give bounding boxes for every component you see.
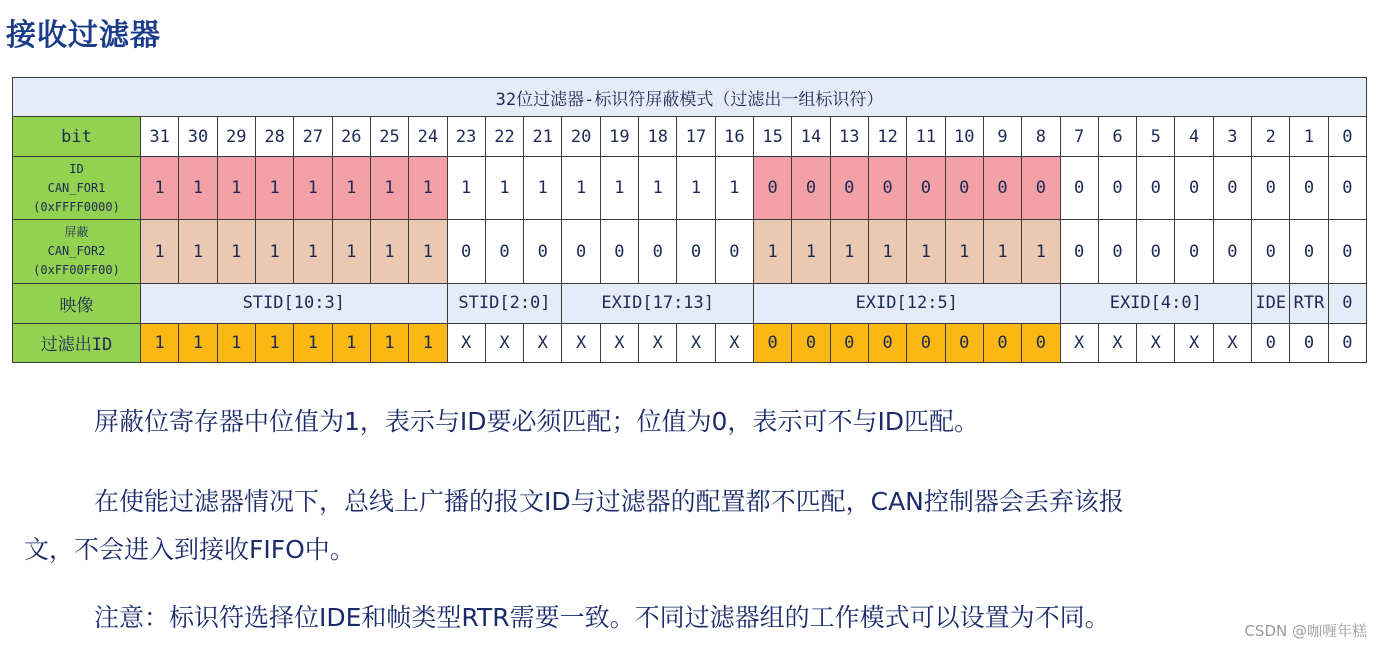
- filtered-bit-cell: X: [1137, 323, 1175, 362]
- filtered-bit-cell: 0: [983, 323, 1021, 362]
- filtered-bit-cell: X: [600, 323, 638, 362]
- filtered-bit-cell: 1: [332, 323, 370, 362]
- filtered-bit-cell: 0: [1328, 323, 1366, 362]
- id-bit-cell: 0: [1022, 156, 1060, 220]
- bit-row-label: bit: [13, 117, 141, 156]
- filtered-bit-cell: 1: [179, 323, 217, 362]
- id-bit-cell: 1: [562, 156, 600, 220]
- filtered-bit-cell: 1: [217, 323, 255, 362]
- id-bit-cell: 1: [294, 156, 332, 220]
- filtered-bit-cell: 1: [255, 323, 293, 362]
- page-title: 接收过滤器: [6, 18, 161, 53]
- mask-bit-cell: 0: [1137, 220, 1175, 284]
- filtered-bit-cell: X: [562, 323, 600, 362]
- mask-bit-cell: 1: [332, 220, 370, 284]
- map-segment: STID[2:0]: [447, 284, 562, 323]
- filtered-bit-cell: 1: [409, 323, 447, 362]
- bit-number-cell: 17: [677, 117, 715, 156]
- bit-number-cell: 7: [1060, 117, 1098, 156]
- id-bit-cell: 1: [409, 156, 447, 220]
- filtered-bit-cell: X: [715, 323, 753, 362]
- mask-label-line3: (0xFF00FF00): [33, 263, 120, 278]
- id-label-line1: ID: [69, 161, 84, 176]
- bit-number-cell: 5: [1137, 117, 1175, 156]
- mapping-row: [13, 284, 1367, 323]
- id-label-line2: CAN_FOR1: [47, 180, 106, 195]
- id-bit-cell: 0: [1328, 156, 1366, 220]
- mask-bit-cell: 0: [1213, 220, 1251, 284]
- map-segment: EXID[12:5]: [754, 284, 1061, 323]
- id-bit-cell: 1: [639, 156, 677, 220]
- bit-number-row: [13, 117, 1367, 156]
- id-bit-cell: 1: [255, 156, 293, 220]
- bit-number-cell: 20: [562, 117, 600, 156]
- id-bit-cell: 1: [485, 156, 523, 220]
- id-bit-cell: 1: [179, 156, 217, 220]
- bit-number-cell: 27: [294, 117, 332, 156]
- id-bit-cell: 1: [600, 156, 638, 220]
- bit-number-cell: 15: [754, 117, 792, 156]
- bit-number-cell: 30: [179, 117, 217, 156]
- mask-bit-cell: 1: [907, 220, 945, 284]
- paragraph-discard-line1: 在使能过滤器情况下，总线上广播的报文ID与过滤器的配置都不匹配，CAN控制器会丢弃该报: [94, 487, 1124, 516]
- mask-bit-cell: 0: [1252, 220, 1290, 284]
- mask-bit-cell: 1: [754, 220, 792, 284]
- mask-bit-cell: 1: [141, 220, 179, 284]
- mask-bit-cell: 1: [1022, 220, 1060, 284]
- bit-number-cell: 18: [639, 117, 677, 156]
- bit-number-cell: 9: [983, 117, 1021, 156]
- mask-bit-cell: 0: [639, 220, 677, 284]
- map-segment: EXID[17:13]: [562, 284, 754, 323]
- id-bit-cell: 0: [983, 156, 1021, 220]
- bit-number-cell: 28: [255, 117, 293, 156]
- mask-row-label: [13, 220, 141, 284]
- mask-bit-cell: 0: [447, 220, 485, 284]
- bit-number-cell: 1: [1290, 117, 1328, 156]
- mask-bit-cell: 1: [370, 220, 408, 284]
- id-bit-cell: 1: [332, 156, 370, 220]
- mask-bit-cell: 1: [830, 220, 868, 284]
- bit-number-cell: 23: [447, 117, 485, 156]
- id-bit-cell: 0: [754, 156, 792, 220]
- filter-bit-table: [12, 77, 1367, 363]
- mask-bit-cell: 0: [677, 220, 715, 284]
- filtered-bit-cell: X: [677, 323, 715, 362]
- bit-number-cell: 3: [1213, 117, 1251, 156]
- bit-number-cell: 24: [409, 117, 447, 156]
- map-segment: RTR: [1290, 284, 1328, 323]
- id-bit-cell: 0: [1137, 156, 1175, 220]
- filtered-bit-cell: X: [639, 323, 677, 362]
- filtered-bit-cell: 0: [754, 323, 792, 362]
- bit-number-cell: 13: [830, 117, 868, 156]
- paragraph-discard-line2: 文，不会进入到接收FIFO中。: [24, 535, 355, 564]
- filtered-bit-cell: 0: [907, 323, 945, 362]
- bit-number-cell: 14: [792, 117, 830, 156]
- paragraph-note: 注意：标识符选择位IDE和帧类型RTR需要一致。不同过滤器组的工作模式可以设置为不同。: [94, 603, 1110, 632]
- filtered-bit-cell: X: [1213, 323, 1251, 362]
- mask-bit-cell: 0: [715, 220, 753, 284]
- filtered-bit-cell: X: [1060, 323, 1098, 362]
- filtered-bit-cell: X: [447, 323, 485, 362]
- id-bit-cell: 0: [1252, 156, 1290, 220]
- id-bit-cell: 0: [1290, 156, 1328, 220]
- map-segment: EXID[4:0]: [1060, 284, 1252, 323]
- bit-number-cell: 21: [524, 117, 562, 156]
- mask-register-row: [13, 220, 1367, 284]
- bit-number-cell: 19: [600, 117, 638, 156]
- bit-number-cell: 10: [945, 117, 983, 156]
- filtered-bit-cell: 0: [1252, 323, 1290, 362]
- mask-bit-cell: 1: [983, 220, 1021, 284]
- mapping-row-label: 映像: [13, 284, 141, 323]
- bit-number-cell: 4: [1175, 117, 1213, 156]
- mask-bit-cell: 0: [1060, 220, 1098, 284]
- bit-number-cell: 26: [332, 117, 370, 156]
- id-register-row: [13, 156, 1367, 220]
- mask-label-line2: CAN_FOR2: [47, 244, 106, 259]
- mask-bit-cell: 1: [217, 220, 255, 284]
- id-bit-cell: 1: [217, 156, 255, 220]
- filtered-bit-cell: 0: [945, 323, 983, 362]
- bit-number-cell: 16: [715, 117, 753, 156]
- id-bit-cell: 1: [370, 156, 408, 220]
- map-segment: 0: [1328, 284, 1366, 323]
- paragraph-mask-rule: 屏蔽位寄存器中位值为1，表示与ID要必须匹配；位值为0，表示可不与ID匹配。: [94, 407, 980, 436]
- filtered-bit-cell: X: [1175, 323, 1213, 362]
- mask-bit-cell: 1: [792, 220, 830, 284]
- bit-number-cell: 12: [868, 117, 906, 156]
- filtered-bit-cell: 0: [868, 323, 906, 362]
- mask-label-line1: 屏蔽: [64, 225, 89, 240]
- mask-bit-cell: 0: [1098, 220, 1136, 284]
- mask-bit-cell: 0: [1328, 220, 1366, 284]
- bit-number-cell: 29: [217, 117, 255, 156]
- bit-number-cell: 0: [1328, 117, 1366, 156]
- id-bit-cell: 0: [1213, 156, 1251, 220]
- id-row-label: [13, 156, 141, 220]
- id-bit-cell: 1: [715, 156, 753, 220]
- table-caption: 32位过滤器-标识符屏蔽模式（过滤出一组标识符）: [13, 78, 1367, 117]
- mask-bit-cell: 1: [409, 220, 447, 284]
- filtered-bit-cell: X: [1098, 323, 1136, 362]
- mask-bit-cell: 1: [294, 220, 332, 284]
- bit-number-cell: 6: [1098, 117, 1136, 156]
- filtered-bit-cell: 0: [792, 323, 830, 362]
- id-bit-cell: 1: [524, 156, 562, 220]
- watermark: CSDN @咖喱年糕: [1244, 622, 1367, 640]
- id-bit-cell: 0: [830, 156, 868, 220]
- mask-bit-cell: 0: [485, 220, 523, 284]
- bit-number-cell: 31: [141, 117, 179, 156]
- filtered-bit-cell: X: [485, 323, 523, 362]
- id-bit-cell: 0: [1098, 156, 1136, 220]
- filtered-bit-cell: 0: [830, 323, 868, 362]
- mask-bit-cell: 0: [524, 220, 562, 284]
- map-segment: IDE: [1252, 284, 1290, 323]
- filtered-bit-cell: 0: [1290, 323, 1328, 362]
- mask-bit-cell: 0: [562, 220, 600, 284]
- bit-number-cell: 2: [1252, 117, 1290, 156]
- id-bit-cell: 1: [141, 156, 179, 220]
- id-bit-cell: 0: [1175, 156, 1213, 220]
- id-bit-cell: 1: [677, 156, 715, 220]
- bit-number-cell: 8: [1022, 117, 1060, 156]
- mask-bit-cell: 0: [1290, 220, 1328, 284]
- bit-number-cell: 25: [370, 117, 408, 156]
- mask-bit-cell: 1: [179, 220, 217, 284]
- id-bit-cell: 1: [447, 156, 485, 220]
- filtered-bit-cell: 1: [294, 323, 332, 362]
- mask-bit-cell: 0: [600, 220, 638, 284]
- mask-bit-cell: 1: [255, 220, 293, 284]
- filtered-bit-cell: 0: [1022, 323, 1060, 362]
- mask-bit-cell: 0: [1175, 220, 1213, 284]
- filtered-id-row-label: 过滤出ID: [13, 323, 141, 362]
- filtered-bit-cell: X: [524, 323, 562, 362]
- mask-bit-cell: 1: [868, 220, 906, 284]
- id-bit-cell: 0: [907, 156, 945, 220]
- filtered-bit-cell: 1: [141, 323, 179, 362]
- filtered-id-row: [13, 323, 1367, 362]
- map-segment: STID[10:3]: [141, 284, 448, 323]
- filtered-bit-cell: 1: [370, 323, 408, 362]
- id-bit-cell: 0: [1060, 156, 1098, 220]
- id-label-line3: (0xFFFF0000): [33, 199, 120, 214]
- id-bit-cell: 0: [868, 156, 906, 220]
- bit-number-cell: 11: [907, 117, 945, 156]
- id-bit-cell: 0: [945, 156, 983, 220]
- mask-bit-cell: 1: [945, 220, 983, 284]
- id-bit-cell: 0: [792, 156, 830, 220]
- bit-number-cell: 22: [485, 117, 523, 156]
